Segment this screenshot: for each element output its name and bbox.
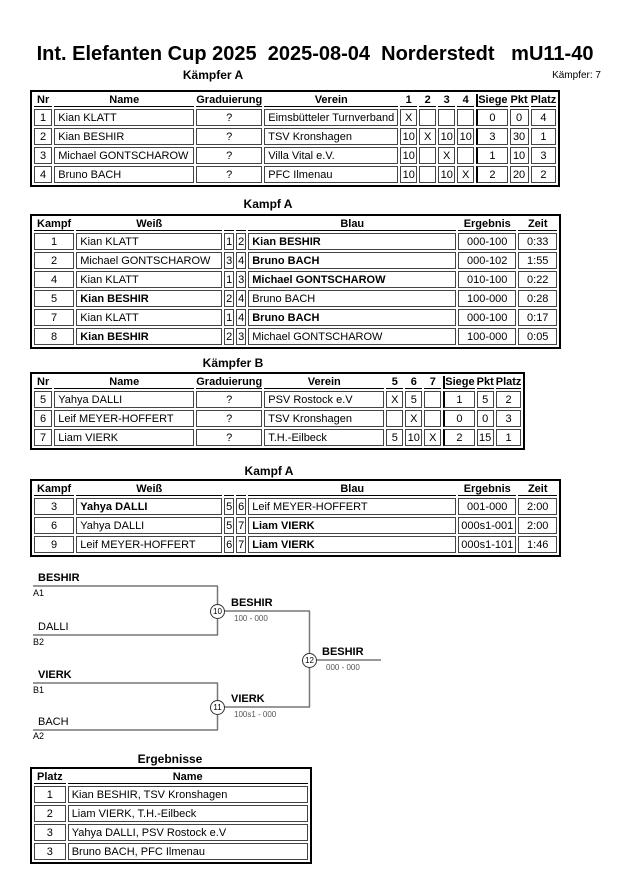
cell-pkt: 0 bbox=[510, 109, 529, 126]
cell-m4: 10 bbox=[457, 128, 474, 145]
table-header-row bbox=[34, 771, 308, 784]
col-7: 7 bbox=[424, 376, 441, 389]
kampf-a2-table bbox=[30, 479, 561, 557]
cell-kampf: 6 bbox=[34, 517, 74, 534]
col-kampf: Kampf bbox=[34, 483, 74, 496]
col-ergebnis: Ergebnis bbox=[458, 218, 516, 231]
table-header-row bbox=[34, 94, 556, 107]
cell-platz: 4 bbox=[531, 109, 557, 126]
table-row bbox=[34, 271, 557, 288]
cell-m4 bbox=[457, 147, 474, 164]
kaempfer-a-table bbox=[30, 90, 560, 187]
cell-weiss-nr: 3 bbox=[224, 252, 234, 269]
cell-m2 bbox=[419, 166, 436, 183]
cell-nr: 3 bbox=[34, 147, 52, 164]
cell-ergebnis: 000-100 bbox=[458, 233, 516, 250]
cell-m6: 5 bbox=[405, 391, 422, 408]
cell-name: Kian BESHIR bbox=[54, 128, 194, 145]
cell-m4: X bbox=[457, 166, 474, 183]
col-5: 5 bbox=[386, 376, 403, 389]
bracket-match-11-winner: VIERK bbox=[231, 693, 265, 705]
cell-weiss: Kian KLATT bbox=[76, 233, 222, 250]
section-title-kampf-a2: Kampf A bbox=[244, 464, 294, 478]
cell-blau-nr: 6 bbox=[236, 498, 246, 515]
col-spacer bbox=[224, 218, 234, 231]
table-row bbox=[34, 328, 557, 345]
cell-weiss-nr: 1 bbox=[224, 271, 234, 288]
bracket-seed-b1-name: VIERK bbox=[38, 669, 72, 681]
cell-verein: T.H.-Eilbeck bbox=[264, 429, 384, 446]
cell-kampf: 1 bbox=[34, 233, 74, 250]
cell-blau-nr: 4 bbox=[236, 252, 246, 269]
bracket-match-10-score: 100 - 000 bbox=[234, 614, 268, 623]
col-name: Name bbox=[68, 771, 308, 784]
col-kampf: Kampf bbox=[34, 218, 74, 231]
cell-siege: 2 bbox=[476, 166, 507, 183]
cell-m3: 10 bbox=[438, 128, 455, 145]
bracket-match-12-winner: BESHIR bbox=[322, 646, 364, 658]
cell-kampf: 2 bbox=[34, 252, 74, 269]
cell-ergebnis: 001-000 bbox=[458, 498, 516, 515]
cell-ergebnis: 010-100 bbox=[458, 271, 516, 288]
cell-weiss: Leif MEYER-HOFFERT bbox=[76, 536, 222, 553]
cell-siege: 0 bbox=[476, 109, 507, 126]
col-verein: Verein bbox=[264, 94, 398, 107]
cell-pkt: 10 bbox=[510, 147, 529, 164]
cell-m7 bbox=[424, 410, 441, 427]
ergebnisse-table bbox=[30, 767, 312, 864]
cell-grad: ? bbox=[196, 109, 262, 126]
table-header-row bbox=[34, 376, 521, 389]
cell-weiss: Kian KLATT bbox=[76, 309, 222, 326]
col-graduierung: Graduierung bbox=[196, 94, 263, 106]
col-platz: Platz bbox=[530, 94, 557, 106]
bracket-match-11-number: 11 bbox=[210, 700, 225, 715]
cell-m5: 5 bbox=[386, 429, 403, 446]
cell-platz: 3 bbox=[496, 410, 522, 427]
cell-blau: Bruno BACH bbox=[248, 290, 456, 307]
kaempfer-b-table bbox=[30, 372, 525, 450]
cell-blau: Bruno BACH bbox=[248, 252, 456, 269]
cell-grad: ? bbox=[196, 410, 262, 427]
cell-pkt: 20 bbox=[510, 166, 529, 183]
cell-platz: 2 bbox=[496, 391, 522, 408]
col-3: 3 bbox=[438, 94, 455, 107]
cell-verein: PFC Ilmenau bbox=[264, 166, 398, 183]
cell-verein: Villa Vital e.V. bbox=[264, 147, 398, 164]
section-title-ergebnisse: Ergebnisse bbox=[137, 752, 203, 766]
cell-blau: Bruno BACH bbox=[248, 309, 456, 326]
cell-m6: X bbox=[405, 410, 422, 427]
cell-weiss: Yahya DALLI bbox=[76, 517, 222, 534]
table-row bbox=[34, 166, 556, 183]
col-graduierung: Graduierung bbox=[196, 376, 263, 388]
cell-blau-nr: 4 bbox=[236, 309, 246, 326]
cell-blau-nr: 7 bbox=[236, 536, 246, 553]
col-nr: Nr bbox=[34, 376, 52, 389]
table-row bbox=[34, 391, 521, 408]
cell-m7 bbox=[424, 391, 441, 408]
cell-m1: 10 bbox=[400, 166, 417, 183]
cell-zeit: 1:55 bbox=[518, 252, 557, 269]
cell-weiss: Michael GONTSCHAROW bbox=[76, 252, 222, 269]
cell-m2: X bbox=[419, 128, 436, 145]
col-zeit: Zeit bbox=[518, 483, 557, 496]
cell-weiss-nr: 5 bbox=[224, 498, 234, 515]
cell-zeit: 2:00 bbox=[518, 517, 557, 534]
col-pkt: Pkt bbox=[510, 94, 528, 106]
cell-grad: ? bbox=[196, 429, 262, 446]
cell-name: Liam VIERK, T.H.-Eilbeck bbox=[68, 805, 308, 822]
cell-grad: ? bbox=[196, 391, 262, 408]
table-header-row bbox=[34, 483, 557, 496]
col-siege: Siege bbox=[445, 376, 475, 388]
cell-m7: X bbox=[424, 429, 441, 446]
cell-name: Kian KLATT bbox=[54, 109, 194, 126]
cell-platz: 1 bbox=[496, 429, 522, 446]
cell-platz: 1 bbox=[34, 786, 66, 803]
cell-pkt: 30 bbox=[510, 128, 529, 145]
cell-weiss-nr: 2 bbox=[224, 328, 234, 345]
cell-blau: Michael GONTSCHAROW bbox=[248, 271, 456, 288]
cell-name: Michael GONTSCHAROW bbox=[54, 147, 194, 164]
table-row bbox=[34, 109, 556, 126]
page-title: Int. Elefanten Cup 2025 2025-08-04 Norderstedt mU11-40 bbox=[36, 43, 594, 65]
cell-m2 bbox=[419, 109, 436, 126]
cell-grad: ? bbox=[196, 128, 262, 145]
cell-name: Bruno BACH bbox=[54, 166, 194, 183]
col-verein: Verein bbox=[264, 376, 384, 389]
col-siege: Siege bbox=[478, 94, 508, 106]
col-name: Name bbox=[54, 94, 194, 107]
cell-platz: 3 bbox=[34, 843, 66, 860]
cell-m5: X bbox=[386, 391, 403, 408]
col-4: 4 bbox=[457, 94, 474, 107]
table-row bbox=[34, 843, 308, 860]
cell-kampf: 4 bbox=[34, 271, 74, 288]
cell-blau-nr: 4 bbox=[236, 290, 246, 307]
table-row bbox=[34, 786, 308, 803]
cell-nr: 5 bbox=[34, 391, 52, 408]
table-row bbox=[34, 290, 557, 307]
bracket-seed-a1-name: BESHIR bbox=[38, 572, 80, 584]
table-row bbox=[34, 233, 557, 250]
cell-weiss-nr: 1 bbox=[224, 233, 234, 250]
cell-grad: ? bbox=[196, 147, 262, 164]
cell-platz: 3 bbox=[34, 824, 66, 841]
table-row bbox=[34, 805, 308, 822]
table-row bbox=[34, 128, 556, 145]
cell-zeit: 0:33 bbox=[518, 233, 557, 250]
section-title-kaempfer-a: Kämpfer A bbox=[182, 68, 244, 82]
cell-verein: TSV Kronshagen bbox=[264, 410, 384, 427]
cell-siege: 2 bbox=[443, 429, 474, 446]
cell-name: Leif MEYER-HOFFERT bbox=[54, 410, 194, 427]
cell-weiss-nr: 2 bbox=[224, 290, 234, 307]
cell-m1: 10 bbox=[400, 128, 417, 145]
cell-kampf: 5 bbox=[34, 290, 74, 307]
table-row bbox=[34, 252, 557, 269]
cell-name: Liam VIERK bbox=[54, 429, 194, 446]
cell-siege: 1 bbox=[443, 391, 474, 408]
bracket-seed-b2-label: B2 bbox=[33, 637, 45, 647]
cell-blau: Liam VIERK bbox=[248, 517, 456, 534]
table-row bbox=[34, 147, 556, 164]
col-zeit: Zeit bbox=[518, 218, 557, 231]
cell-name: Bruno BACH, PFC Ilmenau bbox=[68, 843, 308, 860]
table-row bbox=[34, 517, 557, 534]
cell-m3: 10 bbox=[438, 166, 455, 183]
cell-zeit: 0:28 bbox=[518, 290, 557, 307]
cell-m3: X bbox=[438, 147, 455, 164]
col-spacer bbox=[224, 483, 234, 496]
table-row bbox=[34, 824, 308, 841]
cell-name: Yahya DALLI bbox=[54, 391, 194, 408]
cell-m2 bbox=[419, 147, 436, 164]
kampf-a1-table bbox=[30, 214, 561, 349]
col-spacer bbox=[236, 483, 246, 496]
cell-verein: Eimsbütteler Turnverband bbox=[264, 109, 398, 126]
table-row bbox=[34, 498, 557, 515]
cell-nr: 6 bbox=[34, 410, 52, 427]
cell-kampf: 7 bbox=[34, 309, 74, 326]
cell-siege: 0 bbox=[443, 410, 474, 427]
cell-nr: 2 bbox=[34, 128, 52, 145]
cell-weiss-nr: 1 bbox=[224, 309, 234, 326]
cell-blau-nr: 7 bbox=[236, 517, 246, 534]
col-spacer bbox=[236, 218, 246, 231]
cell-weiss: Kian KLATT bbox=[76, 271, 222, 288]
bracket-seed-a1-label: A1 bbox=[33, 588, 45, 598]
cell-nr: 4 bbox=[34, 166, 52, 183]
bracket-match-10-winner: BESHIR bbox=[231, 597, 273, 609]
cell-ergebnis: 000s1-101 bbox=[458, 536, 516, 553]
table-row bbox=[34, 309, 557, 326]
cell-name: Kian BESHIR, TSV Kronshagen bbox=[68, 786, 308, 803]
bracket-seed-a2-label: A2 bbox=[33, 731, 45, 741]
cell-siege: 1 bbox=[476, 147, 507, 164]
col-name: Name bbox=[54, 376, 194, 389]
cell-zeit: 2:00 bbox=[518, 498, 557, 515]
bracket-match-12-number: 12 bbox=[302, 653, 317, 668]
cell-platz: 2 bbox=[531, 166, 557, 183]
cell-pkt: 5 bbox=[477, 391, 494, 408]
table-row bbox=[34, 429, 521, 446]
cell-zeit: 0:17 bbox=[518, 309, 557, 326]
cell-kampf: 9 bbox=[34, 536, 74, 553]
cell-zeit: 0:22 bbox=[518, 271, 557, 288]
cell-ergebnis: 000-100 bbox=[458, 309, 516, 326]
bracket-match-11-score: 100s1 - 000 bbox=[234, 710, 277, 719]
col-pkt: Pkt bbox=[476, 376, 494, 388]
cell-name: Yahya DALLI, PSV Rostock e.V bbox=[68, 824, 308, 841]
cell-blau-nr: 3 bbox=[236, 328, 246, 345]
col-6: 6 bbox=[405, 376, 422, 389]
cell-kampf: 3 bbox=[34, 498, 74, 515]
cell-weiss-nr: 5 bbox=[224, 517, 234, 534]
cell-zeit: 0:05 bbox=[518, 328, 557, 345]
cell-weiss: Kian BESHIR bbox=[76, 290, 222, 307]
cell-blau: Michael GONTSCHAROW bbox=[248, 328, 456, 345]
cell-grad: ? bbox=[196, 166, 262, 183]
table-row bbox=[34, 410, 521, 427]
cell-pkt: 15 bbox=[477, 429, 494, 446]
table-header-row bbox=[34, 218, 557, 231]
col-weiss: Weiß bbox=[76, 218, 222, 231]
cell-m1: X bbox=[400, 109, 417, 126]
cell-blau: Liam VIERK bbox=[248, 536, 456, 553]
cell-nr: 7 bbox=[34, 429, 52, 446]
cell-m5 bbox=[386, 410, 403, 427]
fighters-count: Kämpfer: 7 bbox=[552, 70, 601, 81]
bracket-seed-a2-name: BACH bbox=[38, 716, 69, 728]
col-platz: Platz bbox=[495, 376, 522, 388]
cell-blau: Kian BESHIR bbox=[248, 233, 456, 250]
section-title-kampf-a1: Kampf A bbox=[243, 197, 293, 211]
cell-platz: 1 bbox=[531, 128, 557, 145]
cell-verein: TSV Kronshagen bbox=[264, 128, 398, 145]
cell-ergebnis: 000s1-001 bbox=[458, 517, 516, 534]
cell-verein: PSV Rostock e.V bbox=[264, 391, 384, 408]
bracket-match-10-number: 10 bbox=[210, 604, 225, 619]
cell-zeit: 1:46 bbox=[518, 536, 557, 553]
cell-ergebnis: 000-102 bbox=[458, 252, 516, 269]
col-blau: Blau bbox=[248, 218, 456, 231]
cell-blau-nr: 3 bbox=[236, 271, 246, 288]
cell-weiss: Kian BESHIR bbox=[76, 328, 222, 345]
table-row bbox=[34, 536, 557, 553]
col-weiss: Weiß bbox=[76, 483, 222, 496]
col-ergebnis: Ergebnis bbox=[458, 483, 516, 496]
cell-ergebnis: 100-000 bbox=[458, 290, 516, 307]
col-nr: Nr bbox=[34, 94, 52, 107]
cell-ergebnis: 100-000 bbox=[458, 328, 516, 345]
cell-weiss: Yahya DALLI bbox=[76, 498, 222, 515]
section-title-kaempfer-b: Kämpfer B bbox=[202, 356, 264, 370]
cell-siege: 3 bbox=[476, 128, 507, 145]
cell-platz: 3 bbox=[531, 147, 557, 164]
cell-m4 bbox=[457, 109, 474, 126]
cell-m3 bbox=[438, 109, 455, 126]
cell-m6: 10 bbox=[405, 429, 422, 446]
cell-weiss-nr: 6 bbox=[224, 536, 234, 553]
col-2: 2 bbox=[419, 94, 436, 107]
col-1: 1 bbox=[400, 94, 417, 107]
cell-blau-nr: 2 bbox=[236, 233, 246, 250]
bracket-match-12-score: 000 - 000 bbox=[326, 663, 360, 672]
bracket-seed-b2-name: DALLI bbox=[38, 621, 69, 633]
col-blau: Blau bbox=[248, 483, 456, 496]
cell-kampf: 8 bbox=[34, 328, 74, 345]
bracket-seed-b1-label: B1 bbox=[33, 685, 45, 695]
cell-platz: 2 bbox=[34, 805, 66, 822]
col-platz: Platz bbox=[34, 771, 66, 784]
cell-m1: 10 bbox=[400, 147, 417, 164]
cell-nr: 1 bbox=[34, 109, 52, 126]
cell-blau: Leif MEYER-HOFFERT bbox=[248, 498, 456, 515]
cell-pkt: 0 bbox=[477, 410, 494, 427]
